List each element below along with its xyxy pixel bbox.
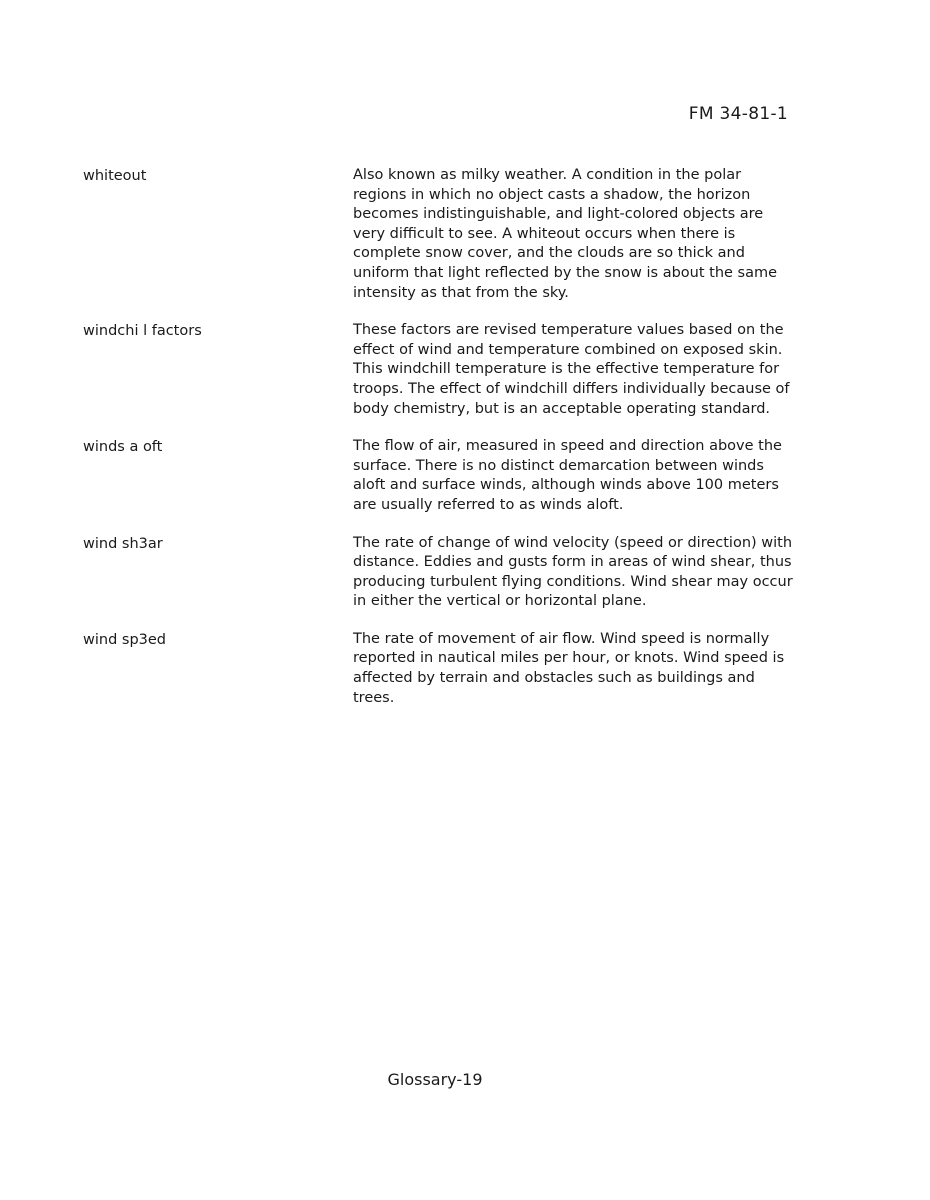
glossary-term: winds a oft [83,439,163,456]
page-number: Glossary-19 [387,1070,483,1089]
glossary-entry-wind-speed [83,630,803,708]
glossary-term: windchi l factors [83,323,202,340]
glossary-definition: The flow of air, measured in speed and direction above the surface. There is no distinct demarcation between winds aloft and surface winds, although winds above 100 meters are usually referred to as winds aloft. [353,438,782,513]
glossary-definition: The rate of change of wind velocity (speed or direction) with distance. Eddies and gusts form in areas of wind shear, thus producing turbulent flying conditions. Wind shear may occur in either the vertical or horizontal plane. [353,534,793,610]
glossary-definition: These factors are revised temperature values based on the effect of wind and temperature combined on exposed skin. This windchill temperature is the effective temperature for troops. The effect of windchill differs individually because of body chemistry, but is an acceptable operating standard. [353,322,790,417]
glossary-term: wind sh3ar [83,535,163,552]
glossary-entry-wind-shear [83,534,803,612]
glossary-entry-windchill-factors [83,321,803,419]
glossary-entry-winds-aloft [83,437,803,515]
glossary-definition: Also known as milky weather. A condition in the polar regions in which no object casts a shadow, the horizon becomes indistinguishable, and light-colored objects are very difficult to see. A whiteout occurs when there is complete snow cover, and the clouds are so thick and uniform that light reflected by the snow is about the same intensity as that from the sky. [353,167,778,301]
glossary-term: wind sp3ed [83,631,166,648]
glossary-definition: The rate of movement of air flow. Wind speed is normally reported in nautical miles per hour, or knots. Wind speed is affected by terrain and obstacles such as buildings and trees. [353,630,785,706]
glossary-term: whiteout [83,168,147,184]
document-code: FM 34-81-1 [688,104,788,124]
glossary-list [83,166,803,726]
glossary-entry-whiteout [83,166,803,303]
